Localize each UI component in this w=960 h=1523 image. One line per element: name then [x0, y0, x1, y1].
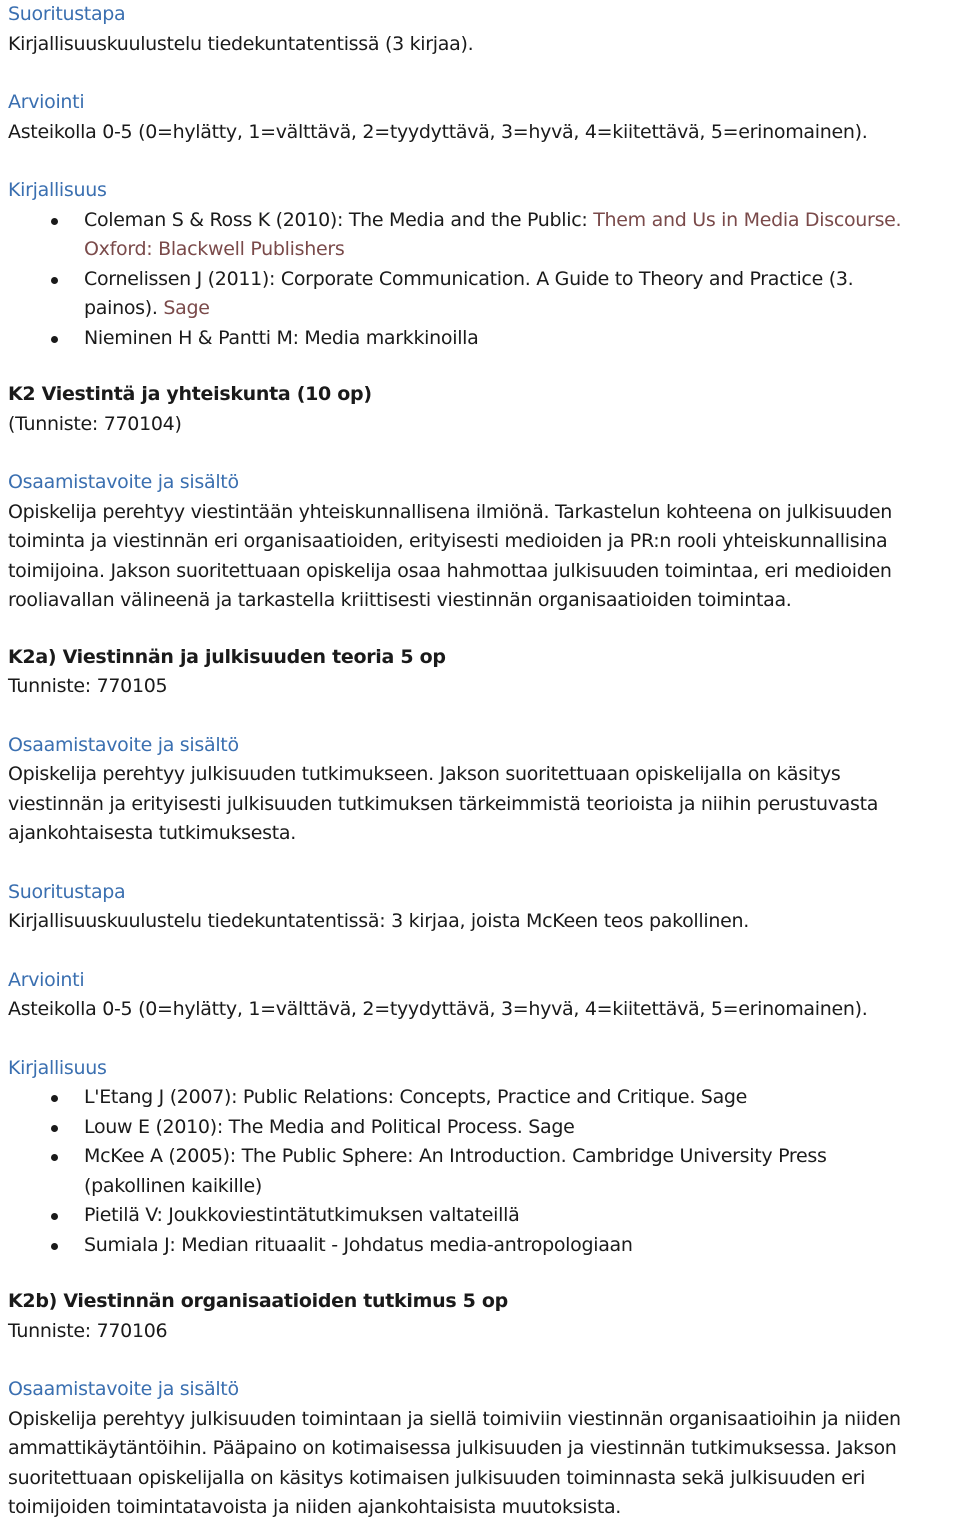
osaamistavoite-line: ammattikäytäntöihin. Pääpaino on kotimaisessa julkisuuden ja viestinnän tutkimuksessa. Jakson [8, 1437, 897, 1459]
literature-text-subtitle: Them and Us in Media Discourse. [593, 208, 902, 231]
osaamistavoite-heading: Osaamistavoite ja sisältö [8, 1378, 239, 1400]
list-item [84, 1113, 952, 1143]
literature-text: Nieminen H & Pantti M: Media markkinoilla [84, 326, 479, 349]
course-id: Tunniste: 770105 [8, 675, 168, 697]
bullet-icon [51, 1125, 58, 1132]
list-item [84, 1142, 952, 1201]
literature-text: Coleman S & Ross K (2010): The Media and the Public: [84, 208, 594, 231]
arviointi-heading: Arviointi [8, 968, 85, 991]
list-item [84, 1201, 952, 1231]
list-item [84, 206, 952, 265]
bullet-icon [51, 1095, 58, 1102]
osaamistavoite-line: viestinnän ja erityisesti julkisuuden tutkimuksen tärkeimmistä teorioista ja niihin perustuvasta [8, 792, 879, 815]
suoritustapa-heading: Suoritustapa [8, 880, 126, 903]
list-item [84, 1083, 952, 1113]
course-id: (Tunniste: 770104) [8, 412, 182, 435]
bullet-icon [51, 218, 58, 225]
literature-text: McKee A (2005): The Public Sphere: An Introduction. Cambridge University Press [84, 1145, 827, 1167]
osaamistavoite-line: Opiskelija perehtyy julkisuuden tutkimukseen. Jakson suoritettuaan opiskelijalla on käsitys [8, 763, 841, 785]
kirjallisuus-heading: Kirjallisuus [8, 179, 107, 201]
literature-text: Pietilä V: Joukkoviestintätutkimuksen valtateillä [84, 1204, 520, 1226]
osaamistavoite-line: suoritettuaan opiskelijalla on käsitys kotimaisen julkisuuden toiminnasta sekä julkisuuden eri [8, 1466, 866, 1489]
literature-text-cont: painos). [84, 297, 164, 319]
course-title: K2 Viestintä ja yhteiskunta (10 op) [8, 383, 372, 405]
bullet-icon [51, 1213, 58, 1220]
arviointi-heading: Arviointi [8, 91, 85, 113]
list-item [84, 265, 952, 324]
arviointi-text: Asteikolla 0-5 (0=hylätty, 1=välttävä, 2=tyydyttävä, 3=hyvä, 4=kiitettävä, 5=erinomainen). [8, 120, 868, 143]
literature-text: L'Etang J (2007): Public Relations: Concepts, Practice and Critique. Sage [84, 1086, 748, 1108]
literature-note: (pakollinen kaikille) [84, 1174, 262, 1197]
literature-text: Cornelissen J (2011): Corporate Communication. A Guide to Theory and Practice (3. [84, 267, 854, 290]
arviointi-text: Asteikolla 0-5 (0=hylätty, 1=välttävä, 2=tyydyttävä, 3=hyvä, 4=kiitettävä, 5=erinomainen). [8, 998, 868, 1020]
osaamistavoite-line: Opiskelija perehtyy julkisuuden toimintaan ja siellä toimiviin viestinnän organisaatioihin ja niiden [8, 1407, 901, 1430]
course-title: K2b) Viestinnän organisaatioiden tutkimus 5 op [8, 1290, 508, 1312]
course-id: Tunniste: 770106 [8, 1319, 168, 1342]
list-item [84, 1231, 952, 1261]
literature-text: Sumiala J: Median rituaalit - Johdatus media-antropologiaan [84, 1233, 633, 1256]
bullet-icon [51, 1154, 58, 1161]
literature-text: Louw E (2010): The Media and Political Process. Sage [84, 1115, 575, 1138]
osaamistavoite-line: toimijoina. Jakson suoritettuaan opiskelija osaa hahmottaa julkisuuden toimintaa, eri medioiden [8, 559, 892, 582]
suoritustapa-text: Kirjallisuuskuulustelu tiedekuntatentissä: 3 kirjaa, joista McKeen teos pakollinen. [8, 910, 749, 932]
bullet-icon [51, 1243, 58, 1250]
suoritustapa-heading: Suoritustapa [8, 3, 126, 25]
osaamistavoite-line: toiminta ja viestinnän eri organisaatioiden, erityisesti medioiden ja PR:n rooli yhteiskunnallisina [8, 530, 888, 552]
osaamistavoite-heading: Osaamistavoite ja sisältö [8, 471, 239, 493]
osaamistavoite-line: rooliavallan välineenä ja tarkastella kriittisesti viestinnän organisaatioiden toimintaa. [8, 589, 792, 611]
suoritustapa-text: Kirjallisuuskuulustelu tiedekuntatentissä (3 kirjaa). [8, 32, 474, 55]
bullet-icon [51, 277, 58, 284]
osaamistavoite-heading: Osaamistavoite ja sisältö [8, 733, 239, 756]
literature-list [8, 1083, 952, 1260]
literature-publisher: Oxford: Blackwell Publishers [84, 238, 345, 260]
osaamistavoite-line: toimijoiden toimintatavoista ja niiden ajankohtaisista muutoksista. [8, 1496, 622, 1518]
list-item [84, 324, 952, 354]
literature-publisher: Sage [163, 297, 210, 319]
kirjallisuus-heading: Kirjallisuus [8, 1056, 107, 1079]
osaamistavoite-line: Opiskelija perehtyy viestintään yhteiskunnallisena ilmiönä. Tarkastelun kohteena on julkisuuden [8, 500, 893, 523]
literature-list [8, 206, 952, 354]
course-title: K2a) Viestinnän ja julkisuuden teoria 5 op [8, 645, 446, 668]
osaamistavoite-line: ajankohtaisesta tutkimuksesta. [8, 822, 296, 844]
bullet-icon [51, 336, 58, 343]
